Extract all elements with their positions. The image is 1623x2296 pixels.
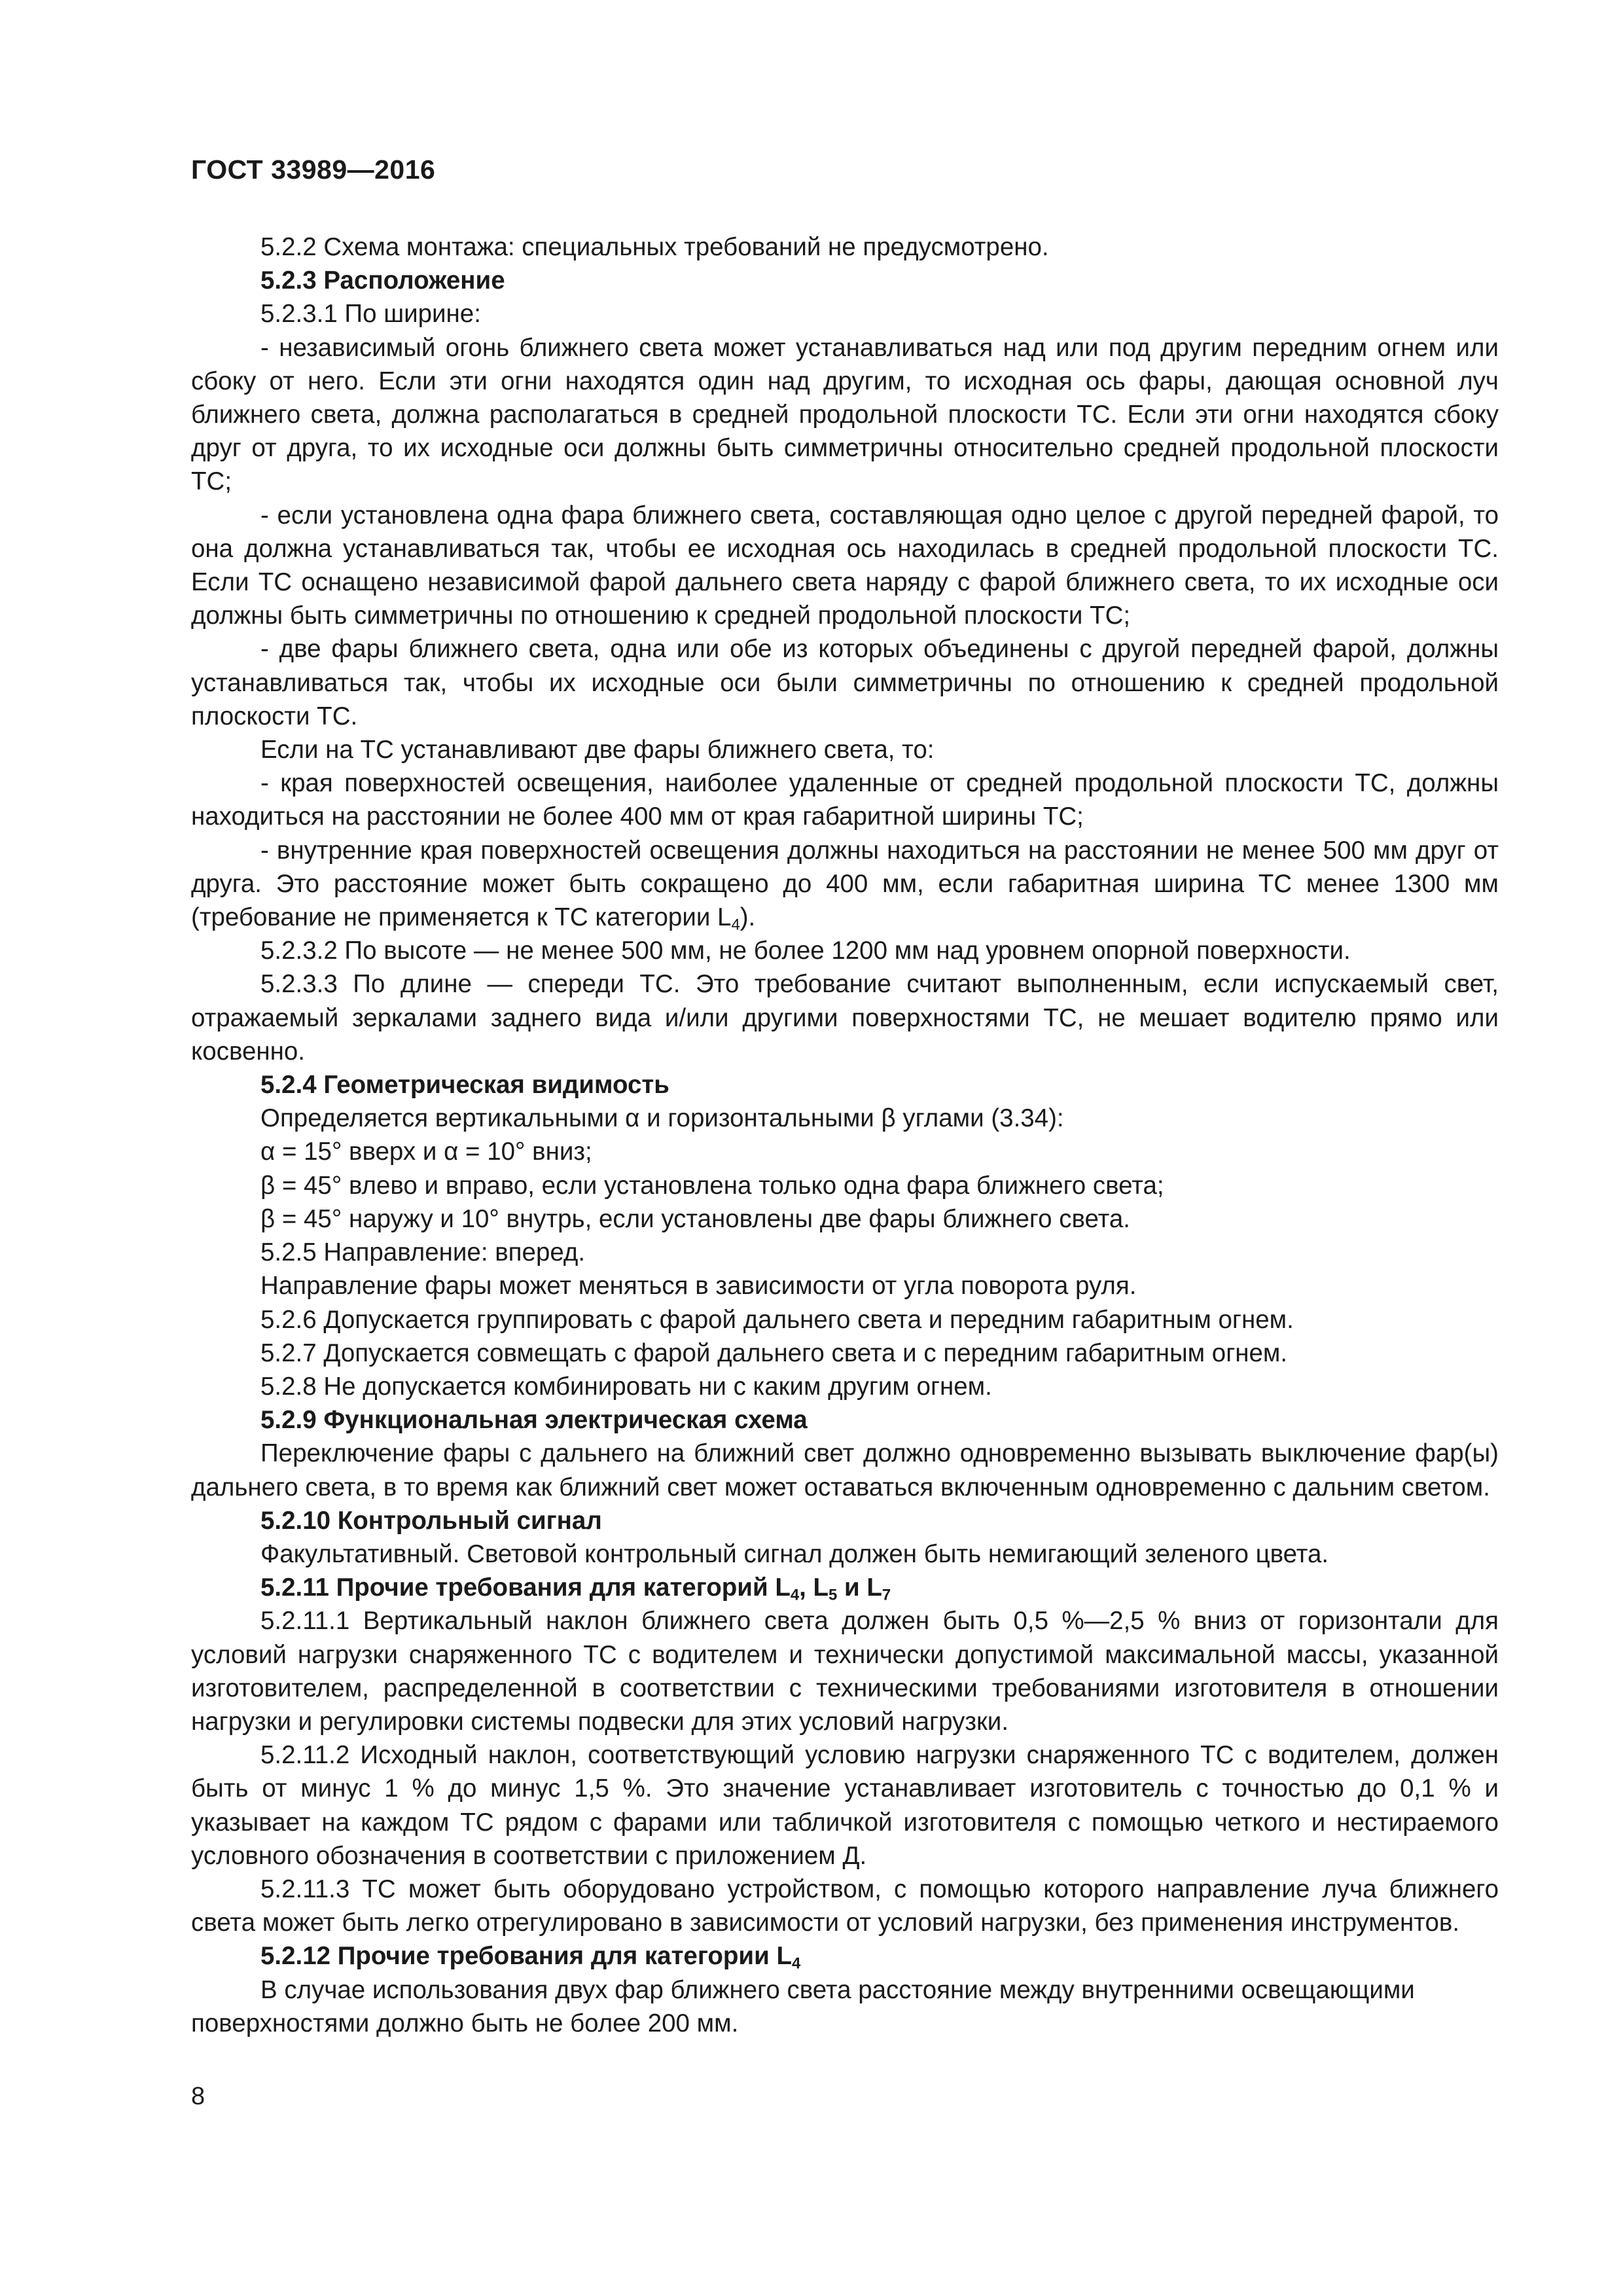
section-heading <box>191 264 1499 297</box>
body-paragraph <box>191 1437 1499 1503</box>
paragraph-text: и L <box>837 1573 882 1602</box>
body-paragraph <box>191 1269 1499 1302</box>
subscript: 5 <box>829 1586 838 1604</box>
paragraph-text: Определяется вертикальными α и горизонтальными β углами (3.34): <box>260 1104 1064 1133</box>
paragraph-text: 5.2.8 Не допускается комбинировать ни с каким другим огнем. <box>260 1372 992 1401</box>
document-page <box>191 0 1499 2296</box>
paragraph-text: , L <box>799 1573 829 1602</box>
document-code-header: ГОСТ 33989—2016 <box>191 154 436 185</box>
paragraph-text: 5.2.12 Прочие требования для категории L <box>260 1942 792 1971</box>
section-heading <box>191 1504 1499 1537</box>
body-paragraph <box>191 1135 1499 1168</box>
paragraph-text: - края поверхностей освещения, наиболее удаленные от средней продольной плоскости ТС, должны находиться на расстоянии не более 400 мм от края габаритной ширины ТС; <box>191 769 1499 831</box>
paragraph-text: 5.2.3 Расположение <box>260 266 505 295</box>
paragraph-text: 5.2.6 Допускается группировать с фарой дальнего света и передним габаритным огнем. <box>260 1305 1294 1334</box>
paragraph-text: 5.2.11.1 Вертикальный наклон ближнего света должен быть 0,5 %—2,5 % вниз от горизонтали для условий нагрузки снаряженного ТС с водителем и технически допустимой максимальной массы, указанной изготовителем, распределенной в соответствии с техническими требованиями изготовителя в отношении нагрузки и регулировки системы подвески для этих условий нагрузки. <box>191 1607 1499 1736</box>
paragraph-text: 5.2.4 Геометрическая видимость <box>260 1071 669 1100</box>
body-paragraph <box>191 1873 1499 1939</box>
body-paragraph <box>191 733 1499 766</box>
paragraph-text: 5.2.3.1 По ширине: <box>260 300 481 329</box>
paragraph-text: 5.2.5 Направление: вперед. <box>260 1238 586 1267</box>
paragraph-text: β = 45° влево и вправо, если установлена только одна фара ближнего света; <box>260 1171 1164 1200</box>
body-paragraph <box>191 1102 1499 1135</box>
body-paragraph <box>191 1236 1499 1269</box>
paragraph-text: Направление фары может меняться в зависимости от угла поворота руля. <box>260 1272 1137 1300</box>
body-paragraph <box>191 230 1499 264</box>
paragraph-text: Переключение фары с дальнего на ближний свет должно одновременно вызывать выключение фар(ы) дальнего света, в то время как ближний свет может оставаться включенным одновременно с дальним светом. <box>191 1439 1499 1501</box>
body-paragraph <box>191 934 1499 967</box>
section-heading <box>191 1068 1499 1102</box>
paragraph-text: 5.2.11.3 ТС может быть оборудовано устройством, с помощью которого направление луча ближнего света может быть легко отрегулировано в зависимости от условий нагрузки, без применения инструментов. <box>191 1874 1499 1937</box>
paragraph-text: β = 45° наружу и 10° внутрь, если установлены две фары ближнего света. <box>260 1204 1130 1233</box>
body-paragraph <box>191 1370 1499 1403</box>
subscript: 4 <box>791 1955 801 1973</box>
paragraph-text: 5.2.10 Контрольный сигнал <box>260 1506 602 1535</box>
body-paragraph <box>191 1303 1499 1336</box>
section-heading <box>191 1403 1499 1437</box>
paragraph-text: - если установлена одна фара ближнего света, составляющая одно целое с другой передней фарой, то она должна устанавливаться так, чтобы ее исходная ось находилась в средней продольной плоскости ТС. Если ТС оснащено независимой фарой дальнего света наряду с фарой ближнего света, то их исходные оси должны быть симметричны по отношению к средней продольной плоскости ТС; <box>191 501 1499 630</box>
paragraph-text: Если на ТС устанавливают две фары ближнего света, то: <box>260 736 935 764</box>
paragraph-text: 5.2.3.3 По длине — спереди ТС. Это требование считают выполненным, если испускаемый свет, отражаемый зеркалами заднего вида и/или другими поверхностями ТС, не мешает водителю прямо или косвенно. <box>191 970 1499 1066</box>
document-body <box>191 230 1499 2040</box>
body-paragraph <box>191 1202 1499 1236</box>
paragraph-text: ). <box>740 903 756 932</box>
subscript: 4 <box>790 1586 800 1604</box>
body-paragraph <box>191 1604 1499 1738</box>
body-paragraph <box>191 766 1499 833</box>
paragraph-text: - внутренние края поверхностей освещения должны находиться на расстоянии не менее 500 мм друг от друга. Это расстояние может быть сокращено до 400 мм, если габаритная ширина ТС менее 1300 мм (требование не применяется к ТС категории L <box>191 836 1499 932</box>
paragraph-text: В случае использования двух фар ближнего света расстояние между внутренними освещающими поверхностями должно быть не более 200 мм. <box>191 1975 1415 2037</box>
body-paragraph <box>191 499 1499 633</box>
body-paragraph <box>191 331 1499 499</box>
paragraph-text: 5.2.11 Прочие требования для категорий L <box>260 1573 791 1602</box>
body-paragraph <box>191 1537 1499 1571</box>
paragraph-text: Факультативный. Световой контрольный сигнал должен быть немигающий зеленого цвета. <box>260 1539 1329 1568</box>
section-heading <box>191 1571 1499 1604</box>
body-paragraph <box>191 632 1499 733</box>
body-paragraph <box>191 834 1499 935</box>
body-paragraph <box>191 1336 1499 1370</box>
paragraph-text: α = 15° вверх и α = 10° вниз; <box>260 1138 592 1166</box>
section-heading <box>191 1939 1499 1973</box>
page-number: 8 <box>191 2083 205 2110</box>
body-paragraph <box>191 1973 1499 2040</box>
body-paragraph <box>191 967 1499 1068</box>
subscript: 4 <box>731 916 740 934</box>
paragraph-text: 5.2.3.2 По высоте — не менее 500 мм, не более 1200 мм над уровнем опорной поверхности. <box>260 937 1351 965</box>
body-paragraph <box>191 1169 1499 1202</box>
paragraph-text: 5.2.11.2 Исходный наклон, соответствующий условию нагрузки снаряженного ТС с водителем, должен быть от минус 1 % до минус 1,5 %. Это значение устанавливает изготовитель с точностью до 0,1 % и указывает на каждом ТС рядом с фарами или табличкой изготовителя с помощью четкого и нестираемого условного обозначения в соответствии с приложением Д. <box>191 1741 1499 1870</box>
paragraph-text: 5.2.2 Схема монтажа: специальных требований не предусмотрено. <box>260 233 1049 261</box>
subscript: 7 <box>882 1586 891 1604</box>
paragraph-text: 5.2.7 Допускается совмещать с фарой дальнего света и с передним габаритным огнем. <box>260 1338 1288 1367</box>
paragraph-text: 5.2.9 Функциональная электрическая схема <box>260 1406 808 1435</box>
body-paragraph <box>191 297 1499 331</box>
paragraph-text: - независимый огонь ближнего света может устанавливаться над или под другим передним огнем или сбоку от него. Если эти огни находятся один над другим, то исходная ось фары, дающая основной луч ближнего света, должна располагаться в средней продольной плоскости ТС. Если эти огни находятся сбоку друг от друга, то их исходные оси должны быть симметричны относительно средней продольной плоскости ТС; <box>191 333 1499 496</box>
paragraph-text: - две фары ближнего света, одна или обе из которых объединены с другой передней фарой, должны устанавливаться так, чтобы их исходные оси были симметричны по отношению к средней продольной плоскости ТС. <box>191 635 1499 730</box>
body-paragraph <box>191 1738 1499 1873</box>
